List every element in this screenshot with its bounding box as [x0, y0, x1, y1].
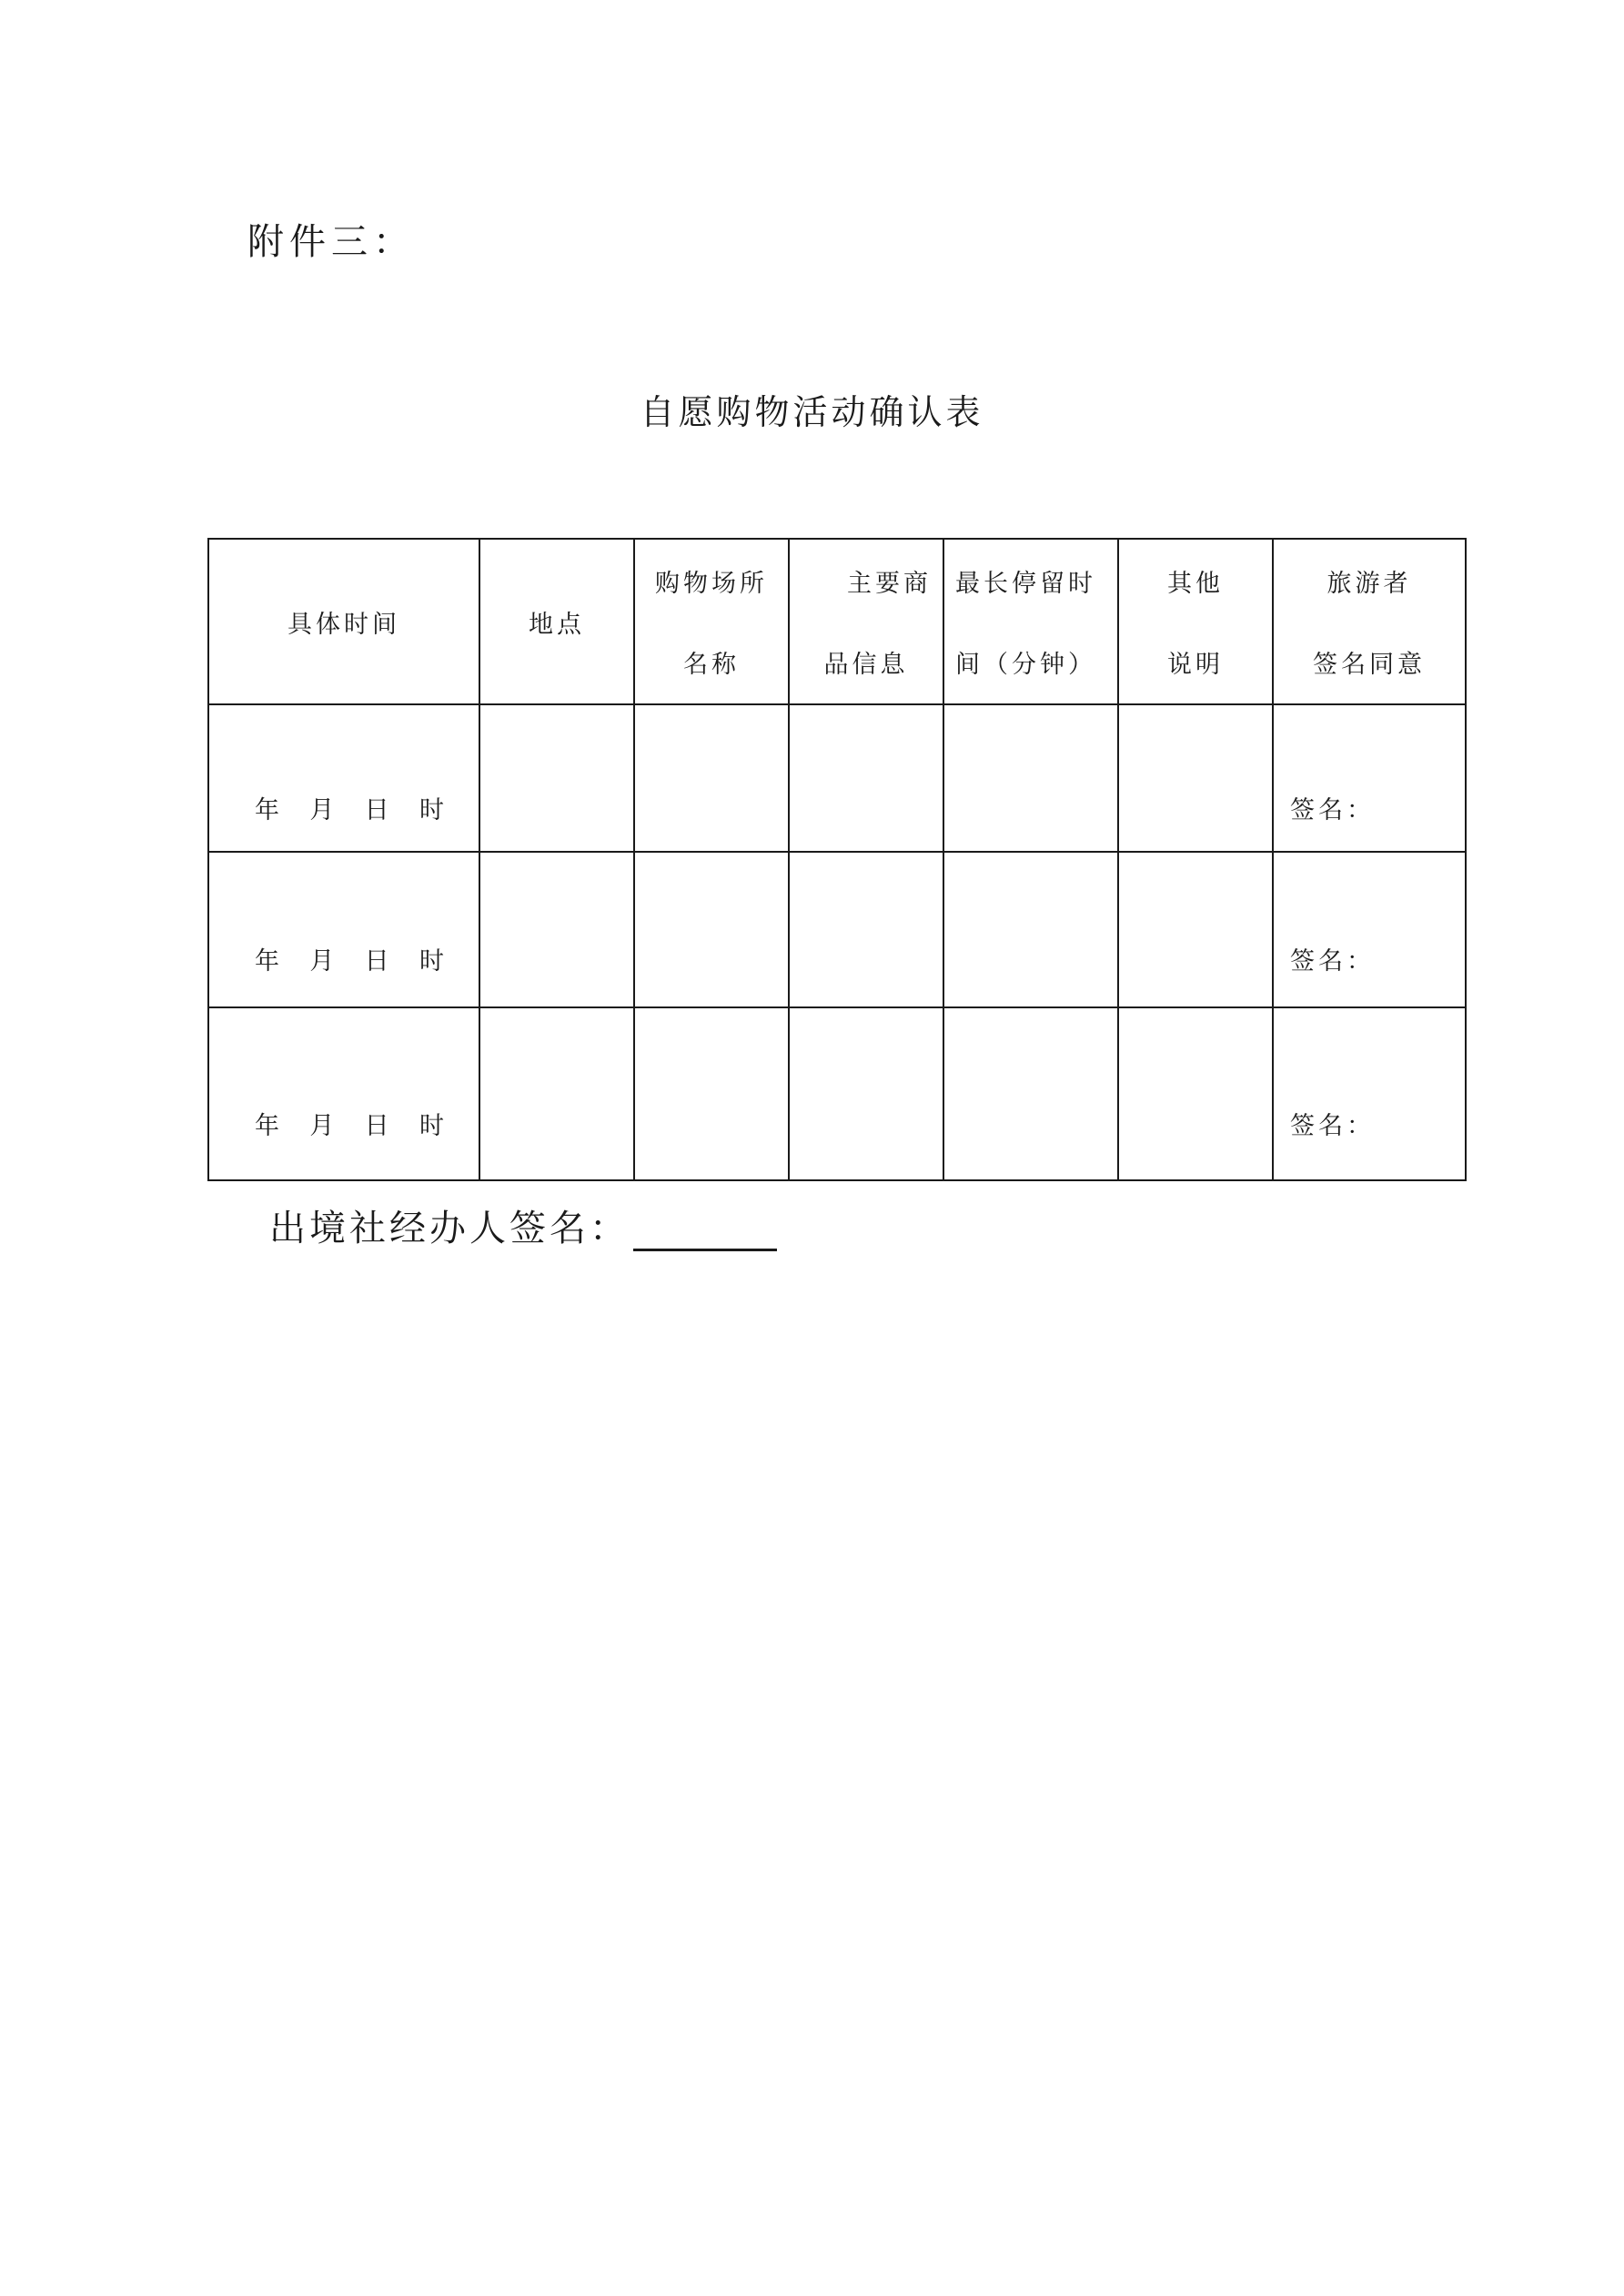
date-cell[interactable] — [208, 852, 479, 1007]
handler-signature-line — [269, 1199, 777, 1251]
header-shop-name-line1: 购物场所 — [655, 570, 768, 598]
signature-cell[interactable] — [1273, 704, 1466, 852]
location-cell[interactable] — [479, 704, 634, 852]
other-cell[interactable] — [1118, 852, 1273, 1007]
shopping-confirmation-table — [207, 538, 1467, 1181]
header-tourist-sign-line1: 旅游者 — [1326, 570, 1412, 598]
stay-time-cell[interactable] — [943, 1007, 1118, 1180]
signature-cell[interactable] — [1273, 852, 1466, 1007]
hour-label: 时 — [419, 947, 448, 976]
header-stay-time — [943, 539, 1118, 704]
month-label: 月 — [309, 795, 338, 824]
hour-label: 时 — [419, 1111, 448, 1140]
attachment-label: 附件三： — [247, 221, 415, 263]
header-shop-name-line2: 名称 — [683, 651, 740, 679]
header-other-line1: 其他 — [1167, 570, 1224, 598]
header-shop-name — [634, 539, 789, 704]
day-label: 日 — [364, 947, 393, 976]
goods-info-cell[interactable] — [789, 1007, 943, 1180]
header-goods-info — [789, 539, 943, 704]
table-row — [208, 852, 1466, 1007]
day-label: 日 — [364, 795, 393, 824]
signature-label: 签名： — [1290, 947, 1375, 976]
signature-cell[interactable] — [1273, 1007, 1466, 1180]
header-time — [208, 539, 479, 704]
header-tourist-sign-line2: 签名同意 — [1313, 651, 1426, 679]
location-cell[interactable] — [479, 1007, 634, 1180]
table-header-row — [208, 539, 1466, 704]
month-label: 月 — [309, 947, 338, 976]
date-cell[interactable] — [208, 1007, 479, 1180]
table-row — [208, 1007, 1466, 1180]
signature-label: 签名： — [1290, 795, 1375, 824]
stay-time-cell[interactable] — [943, 704, 1118, 852]
shop-name-cell[interactable] — [634, 704, 789, 852]
signature-label: 签名： — [1290, 1111, 1375, 1140]
year-label: 年 — [255, 1111, 283, 1140]
location-cell[interactable] — [479, 852, 634, 1007]
header-goods-info-line1: 主要商 — [847, 570, 932, 598]
shop-name-cell[interactable] — [634, 1007, 789, 1180]
header-stay-time-line1: 最长停留时 — [955, 570, 1096, 598]
day-label: 日 — [364, 1111, 393, 1140]
header-tourist-sign — [1273, 539, 1466, 704]
other-cell[interactable] — [1118, 1007, 1273, 1180]
header-stay-time-line2: 间（分钟） — [955, 651, 1096, 679]
table-row — [208, 704, 1466, 852]
handler-signature-blank[interactable] — [633, 1212, 777, 1251]
year-label: 年 — [255, 795, 283, 824]
handler-signature-label: 出境社经办人签名： — [269, 1208, 630, 1249]
stay-time-cell[interactable] — [943, 852, 1118, 1007]
header-location-label: 地点 — [529, 610, 585, 639]
month-label: 月 — [309, 1111, 338, 1140]
form-title: 自愿购物活动确认表 — [640, 392, 984, 432]
header-goods-info-line2: 品信息 — [823, 651, 909, 679]
header-time-label: 具体时间 — [287, 610, 400, 639]
header-location — [479, 539, 634, 704]
hour-label: 时 — [419, 795, 448, 824]
goods-info-cell[interactable] — [789, 852, 943, 1007]
header-other-line2: 说明 — [1167, 651, 1224, 679]
goods-info-cell[interactable] — [789, 704, 943, 852]
shop-name-cell[interactable] — [634, 852, 789, 1007]
year-label: 年 — [255, 947, 283, 976]
date-cell[interactable] — [208, 704, 479, 852]
header-other — [1118, 539, 1273, 704]
other-cell[interactable] — [1118, 704, 1273, 852]
